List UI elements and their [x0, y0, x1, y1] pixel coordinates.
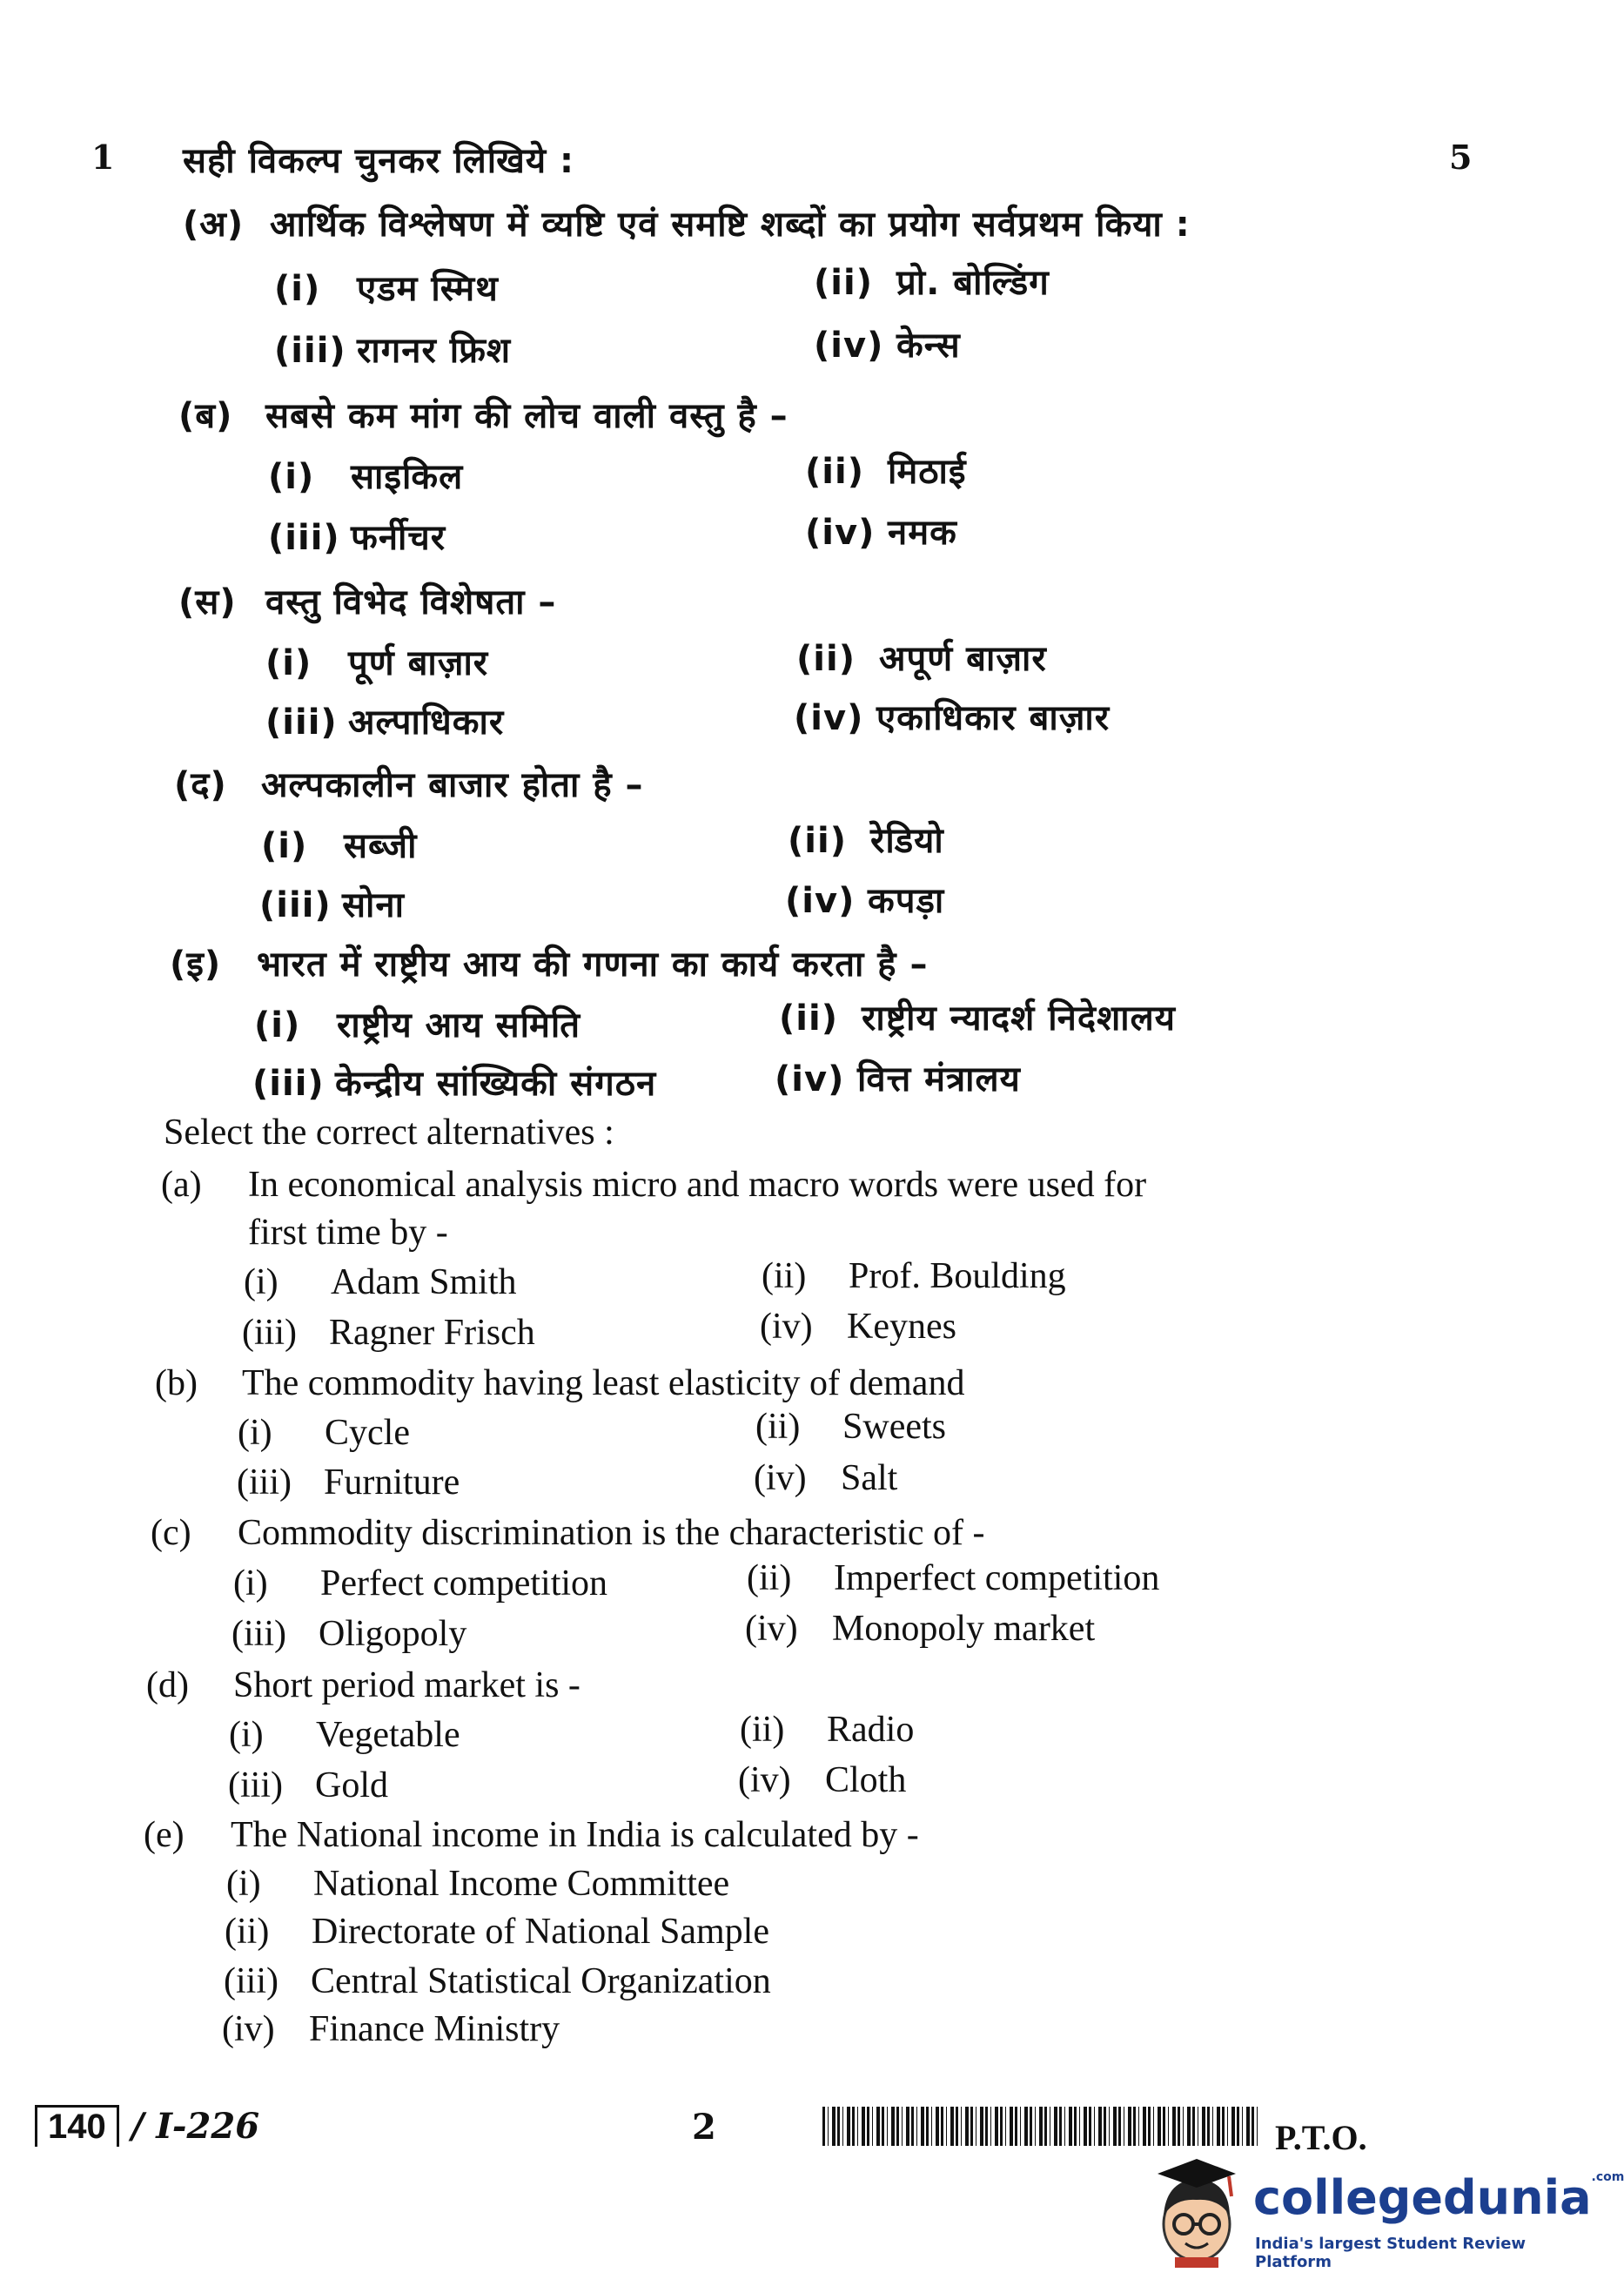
option — [238, 1415, 410, 1451]
question-number: 1 — [91, 138, 115, 177]
option-label: (iv) — [794, 698, 864, 738]
option-label: (iii) — [237, 1462, 292, 1503]
option-label: (iv) — [805, 513, 876, 553]
paper-box-number: 140 — [35, 2105, 119, 2147]
option — [814, 263, 1050, 303]
option — [805, 513, 957, 553]
option-text: Central Statistical Organization — [311, 1961, 771, 2001]
english-question — [161, 1167, 1146, 1203]
option-label: (ii) — [779, 998, 838, 1039]
option — [224, 1963, 771, 2000]
option-label: (ii) — [755, 1407, 801, 1447]
option-text: रागनर फ्रिश — [357, 331, 512, 371]
option-label: (iii) — [259, 885, 332, 925]
question-label: (a) — [161, 1165, 202, 1205]
paper-code-text: / I-226 — [131, 2106, 260, 2147]
option-label: (iii) — [274, 331, 346, 371]
page-number: 2 — [692, 2107, 716, 2148]
option — [225, 1913, 769, 1950]
option-text: Prof. Boulding — [849, 1256, 1066, 1296]
hindi-question — [170, 945, 929, 985]
option-label: (iv) — [775, 1059, 845, 1099]
option-label: (iii) — [265, 703, 338, 743]
option — [265, 643, 489, 683]
option-text: Vegetable — [316, 1715, 460, 1755]
question-text: Commodity discrimination is the characteristic of - — [238, 1513, 985, 1553]
option-text: केन्द्रीय सांख्यिकी संगठन — [335, 1064, 657, 1104]
option — [268, 518, 446, 558]
student-mascot-icon — [1149, 2155, 1245, 2268]
english-question — [144, 1817, 919, 1853]
question-text: Short period market is - — [233, 1665, 580, 1705]
option-text: प्रो. बोल्डिंग — [896, 263, 1050, 303]
option — [775, 1059, 1021, 1099]
option-label: (iii) — [228, 1765, 283, 1805]
hindi-question — [178, 582, 557, 622]
option — [252, 1064, 657, 1104]
option — [261, 826, 418, 866]
option-label: (iii) — [232, 1614, 286, 1654]
question-label: (अ) — [183, 205, 245, 245]
option — [229, 1717, 460, 1753]
option-text: अपूर्ण बाज़ार — [879, 639, 1047, 679]
english-instruction: Select the correct alternatives : — [164, 1113, 614, 1153]
option-text: सोना — [342, 885, 405, 925]
option-text: एकाधिकार बाज़ार — [876, 698, 1111, 738]
option — [232, 1616, 466, 1652]
question-label: (ब) — [178, 396, 233, 436]
option-text: Cloth — [825, 1760, 907, 1800]
brand-name: collegedunia$^{.com}$ — [1253, 2170, 1624, 2225]
option-label: (iv) — [745, 1609, 798, 1649]
option — [740, 1711, 914, 1748]
option — [259, 885, 405, 925]
option — [814, 326, 961, 366]
option-label: (ii) — [740, 1710, 785, 1750]
option-text: Perfect competition — [320, 1563, 608, 1604]
option-text: वित्त मंत्रालय — [857, 1059, 1021, 1099]
barcode — [822, 2107, 1258, 2146]
option-text: मिठाई — [888, 452, 967, 492]
option — [794, 698, 1111, 738]
option-label: (i) — [261, 826, 308, 866]
option-text: Adam Smith — [331, 1262, 517, 1302]
brand-tagline: India's largest Student Review Platform — [1255, 2235, 1527, 2271]
option — [796, 639, 1047, 679]
option-label: (i) — [238, 1413, 272, 1453]
option-text: Ragner Frisch — [329, 1313, 535, 1353]
english-question — [146, 1667, 580, 1704]
hindi-question — [174, 765, 644, 805]
question-label: (d) — [146, 1665, 189, 1705]
option — [237, 1464, 460, 1501]
option-label: (i) — [265, 643, 312, 683]
option-label: (iv) — [754, 1458, 807, 1498]
option-label: (ii) — [805, 452, 864, 492]
option-label: (i) — [226, 1864, 261, 1904]
question-text: The commodity having least elasticity of demand — [242, 1363, 965, 1403]
option-label: (ii) — [762, 1256, 807, 1296]
option-text: राष्ट्रीय न्यादर्श निदेशालय — [862, 998, 1176, 1039]
option — [242, 1314, 535, 1351]
hindi-question — [178, 396, 789, 436]
paper-code — [35, 2105, 259, 2147]
option — [755, 1409, 946, 1445]
option-text: Keynes — [847, 1307, 956, 1347]
option-label: (i) — [268, 457, 315, 497]
option-text: Sweets — [842, 1407, 946, 1447]
option-label: (iii) — [268, 518, 340, 558]
option-text: पूर्ण बाज़ार — [348, 643, 489, 683]
option-text: केन्स — [896, 326, 961, 366]
option-label: (i) — [244, 1262, 278, 1302]
question-text-continued: first time by - — [248, 1213, 448, 1253]
option — [788, 821, 944, 861]
option — [254, 1005, 581, 1046]
question-label: (c) — [151, 1513, 191, 1553]
option-label: (ii) — [225, 1912, 270, 1952]
question-label: (b) — [155, 1363, 198, 1403]
question-text: अल्पकालीन बाजार होता है – — [261, 765, 644, 805]
question-text: आर्थिक विश्लेषण में व्यष्टि एवं समष्टि शब्दों का प्रयोग सर्वप्रथम किया : — [270, 205, 1191, 245]
option — [779, 998, 1176, 1039]
option — [265, 703, 505, 743]
option-text: Oligopoly — [319, 1614, 467, 1654]
question-text: The National income in India is calculated by - — [231, 1815, 919, 1855]
option — [762, 1258, 1066, 1294]
option-text: Furniture — [324, 1462, 460, 1503]
marks: 5 — [1449, 138, 1473, 177]
question-text: In economical analysis micro and macro words were used for — [248, 1165, 1147, 1205]
option-text: Monopoly market — [832, 1609, 1096, 1649]
option-label: (ii) — [747, 1558, 792, 1598]
option-text: Salt — [841, 1458, 898, 1498]
option-label: (iii) — [242, 1313, 297, 1353]
option-text: अल्पाधिकार — [348, 703, 505, 743]
english-question — [155, 1365, 964, 1402]
english-question — [151, 1515, 984, 1551]
option — [268, 457, 464, 497]
question-label: (e) — [144, 1815, 185, 1855]
option-text: Imperfect competition — [834, 1558, 1160, 1598]
option-label: (ii) — [788, 821, 847, 861]
hindi-instruction: सही विकल्प चुनकर लिखिये : — [183, 141, 574, 181]
hindi-question — [183, 205, 1191, 245]
option-label: (i) — [233, 1563, 268, 1604]
option-text: राष्ट्रीय आय समिति — [337, 1005, 581, 1046]
option — [233, 1565, 607, 1602]
option-text: एडम स्मिथ — [357, 269, 499, 309]
question-label: (द) — [174, 765, 227, 805]
option-text: Radio — [827, 1710, 915, 1750]
option-text: फर्नीचर — [351, 518, 446, 558]
option-label: (i) — [229, 1715, 264, 1755]
option — [244, 1264, 517, 1301]
option — [738, 1762, 906, 1799]
option-label: (i) — [274, 269, 321, 309]
option-label: (ii) — [796, 639, 856, 679]
option — [274, 331, 512, 371]
option — [228, 1767, 388, 1804]
option-label: (iv) — [222, 2009, 275, 2049]
option-label: (i) — [254, 1005, 301, 1046]
option — [274, 269, 499, 309]
option-text: साइकिल — [351, 457, 464, 497]
question-label: (इ) — [170, 945, 222, 985]
option-text: National Income Committee — [313, 1864, 730, 1904]
question-text: भारत में राष्ट्रीय आय की गणना का कार्य करता है – — [257, 945, 929, 985]
option-label: (iv) — [814, 326, 884, 366]
option-label: (iv) — [760, 1307, 813, 1347]
option-text: रेडियो — [870, 821, 944, 861]
option — [747, 1560, 1159, 1597]
option — [760, 1308, 956, 1345]
option — [226, 1866, 729, 1902]
question-text: वस्तु विभेद विशेषता – — [265, 582, 557, 622]
option-label: (iii) — [224, 1961, 278, 2001]
option-text: कपड़ा — [868, 881, 945, 921]
option-label: (iv) — [785, 881, 856, 921]
option — [222, 2011, 560, 2047]
option — [785, 881, 945, 921]
option-text: Directorate of National Sample — [312, 1912, 769, 1952]
option-text: Gold — [315, 1765, 388, 1805]
option — [805, 452, 967, 492]
question-label: (स) — [178, 582, 237, 622]
option — [754, 1460, 897, 1496]
option-text: सब्जी — [344, 826, 418, 866]
option-label: (ii) — [814, 263, 873, 303]
question-text: सबसे कम मांग की लोच वाली वस्तु है – — [265, 396, 789, 436]
pto-label: P.T.O. — [1275, 2118, 1367, 2157]
option-label: (iv) — [738, 1760, 791, 1800]
option — [745, 1610, 1095, 1647]
option-label: (iii) — [252, 1064, 325, 1104]
option-text: Cycle — [325, 1413, 410, 1453]
collegedunia-watermark — [1149, 2155, 1624, 2286]
option-text: Finance Ministry — [309, 2009, 560, 2049]
option-text: नमक — [888, 513, 957, 553]
